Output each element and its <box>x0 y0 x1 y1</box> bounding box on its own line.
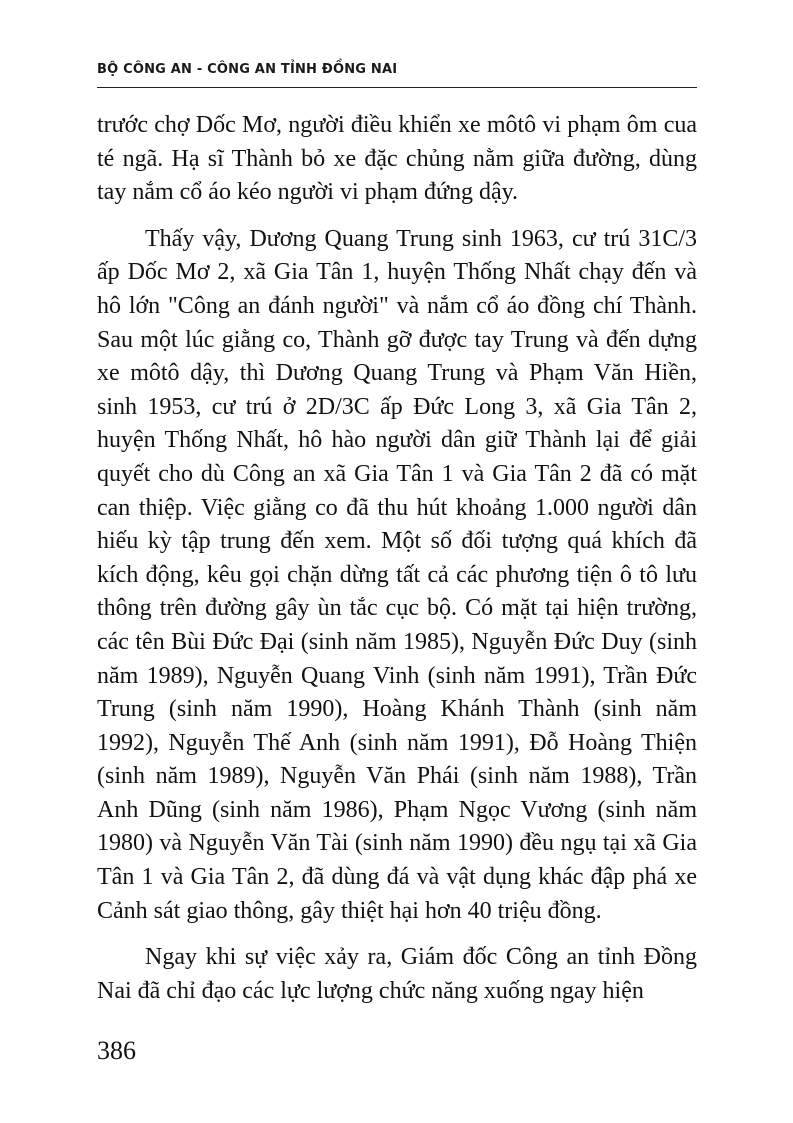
paragraph-continuation: trước chợ Dốc Mơ, người điều khiển xe môtô vi phạm ôm cua té ngã. Hạ sĩ Thành bỏ xe đặc chủng nằm giữa đường, dùng tay nắm cổ áo kéo người vi phạm đứng dậy. <box>97 112 697 206</box>
running-header: BỘ CÔNG AN - CÔNG AN TỈNH ĐỒNG NAI <box>97 62 398 77</box>
body-text <box>97 109 697 1021</box>
paragraph: Thấy vậy, Dương Quang Trung sinh 1963, cư trú 31C/3 ấp Dốc Mơ 2, xã Gia Tân 1, huyện Thống Nhất chạy đến và hô lớn "Công an đánh người" và nắm cổ áo đồng chí Thành. Sau một lúc giằng co, Thành gỡ được tay Trung và đến dựng xe môtô dậy, thì Dương Quang Trung và Phạm Văn Hiền, sinh 1953, cư trú ở 2D/3C ấp Đức Long 3, xã Gia Tân 2, huyện Thống Nhất, hô hào người dân giữ Thành lại để giải quyết cho dù Công an xã Gia Tân 1 và Gia Tân 2 đã có mặt can thiệp. Việc giằng co đã thu hút khoảng 1.000 người dân hiếu kỳ tập trung đến xem. Một số đối tượng quá khích đã kích động, kêu gọi chặn dừng tất cả các phương tiện ô tô lưu thông trên đường gây ùn tắc cục bộ. Có mặt tại hiện trường, các tên Bùi Đức Đại (sinh năm 1985), Nguyễn Đức Duy (sinh năm 1989), Nguyễn Quang Vinh (sinh năm 1991), Trần Đức Trung (sinh năm 1990), Hoàng Khánh Thành (sinh năm 1992), Nguyễn Thế Anh (sinh năm 1991), Đỗ Hoàng Thiện (sinh năm 1989), Nguyễn Văn Phái (sinh năm 1988), Trần Anh Dũng (sinh năm 1986), Phạm Ngọc Vương (sinh năm 1980) và Nguyễn Văn Tài (sinh năm 1990) đều ngụ tại xã Gia Tân 1 và Gia Tân 2, đã dùng đá và vật dụng khác đập phá xe Cảnh sát giao thông, gây thiệt hại hơn 40 triệu đồng. <box>97 225 697 924</box>
header-rule <box>97 87 697 88</box>
page-number: 386 <box>97 1036 136 1065</box>
paragraph: Ngay khi sự việc xảy ra, Giám đốc Công an tỉnh Đồng Nai đã chỉ đạo các lực lượng chức năng xuống ngay hiện <box>97 944 697 1004</box>
